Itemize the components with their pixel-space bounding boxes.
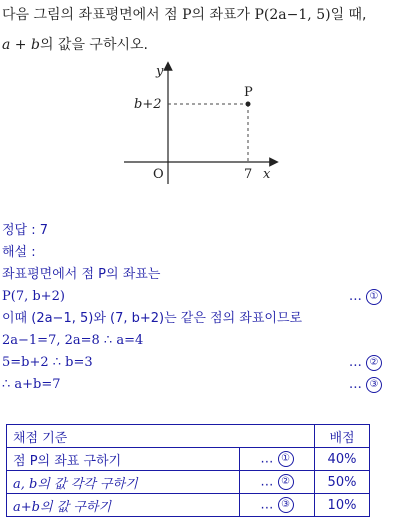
question-line-1-mid: 의 좌표가 xyxy=(191,7,251,23)
step-number-3: ③ xyxy=(366,377,382,393)
question-line-1-post: 일 때, xyxy=(330,7,367,23)
question-line-1-pre: 다음 그림의 좌표평면에서 점 xyxy=(2,7,178,23)
grading-score: 40% xyxy=(315,448,370,471)
x-axis-label: x xyxy=(263,167,271,182)
step-number-2: ② xyxy=(366,355,382,371)
question-point: P xyxy=(182,7,192,23)
grading-step xyxy=(240,471,315,494)
grading-criteria: a+b의 값 구하기 xyxy=(7,494,240,517)
point-p xyxy=(246,102,251,107)
solution-line-3: 이때 (2a−1, 5)와 (7, b+2)는 같은 점의 좌표이므로 xyxy=(2,311,303,326)
coordinate-plane xyxy=(120,58,280,188)
question-expression: a + b xyxy=(2,37,40,53)
solution-line-6-text: ∴ a+b=7 xyxy=(2,377,61,392)
solution-line-2 xyxy=(2,286,382,308)
solution-line-2-text: P(7, b+2) xyxy=(2,289,65,304)
answer: 정답 : 7 xyxy=(2,223,49,238)
question-line-2-post: 의 값을 구하시오. xyxy=(39,37,148,53)
question-line-2 xyxy=(2,30,398,60)
x-tick-label: 7 xyxy=(244,167,253,182)
grading-row xyxy=(7,471,370,494)
y-axis-label: y xyxy=(156,64,164,79)
point-label: P xyxy=(244,85,253,100)
grading-step xyxy=(240,494,315,517)
origin-label: O xyxy=(153,167,164,182)
step-ellipsis: … xyxy=(348,377,362,392)
question-line-1 xyxy=(2,0,398,30)
question-text xyxy=(2,0,398,60)
solution-line-4: 2a−1=7, 2a=8 ∴ a=4 xyxy=(2,333,144,348)
grading-header-row xyxy=(7,425,370,448)
step-marker-2 xyxy=(349,352,382,374)
step-number-1: ① xyxy=(366,289,382,305)
step-number: ① xyxy=(278,451,294,467)
step-number: ② xyxy=(278,474,294,490)
step-ellipsis: … xyxy=(260,451,274,467)
solution-line-5-text: 5=b+2 ∴ b=3 xyxy=(2,355,93,370)
solution-line-6 xyxy=(2,374,382,396)
grading-criteria: 점 P의 좌표 구하기 xyxy=(7,448,240,471)
grading-header-criteria: 채점 기준 xyxy=(7,425,315,448)
step-number: ③ xyxy=(278,497,294,513)
step-ellipsis: … xyxy=(348,289,362,304)
step-marker-3 xyxy=(349,374,382,396)
step-ellipsis: … xyxy=(260,497,274,513)
step-ellipsis: … xyxy=(260,474,274,490)
solution-line-5 xyxy=(2,352,382,374)
grading-step xyxy=(240,448,315,471)
grading-table xyxy=(6,424,370,517)
grading-criteria: a, b의 값 각각 구하기 xyxy=(7,471,240,494)
grading-row xyxy=(7,494,370,517)
grading-header-score: 배점 xyxy=(315,425,370,448)
question-coordinate: P(2a−1, 5) xyxy=(254,7,331,23)
grading-score: 50% xyxy=(315,471,370,494)
step-marker-1 xyxy=(349,286,382,308)
grading-score: 10% xyxy=(315,494,370,517)
grading-row xyxy=(7,448,370,471)
explanation-label: 해설 : xyxy=(2,245,36,260)
step-ellipsis: … xyxy=(348,355,362,370)
y-tick-label: b+2 xyxy=(134,97,162,112)
solution-line-1: 좌표평면에서 점 P의 좌표는 xyxy=(2,267,161,282)
